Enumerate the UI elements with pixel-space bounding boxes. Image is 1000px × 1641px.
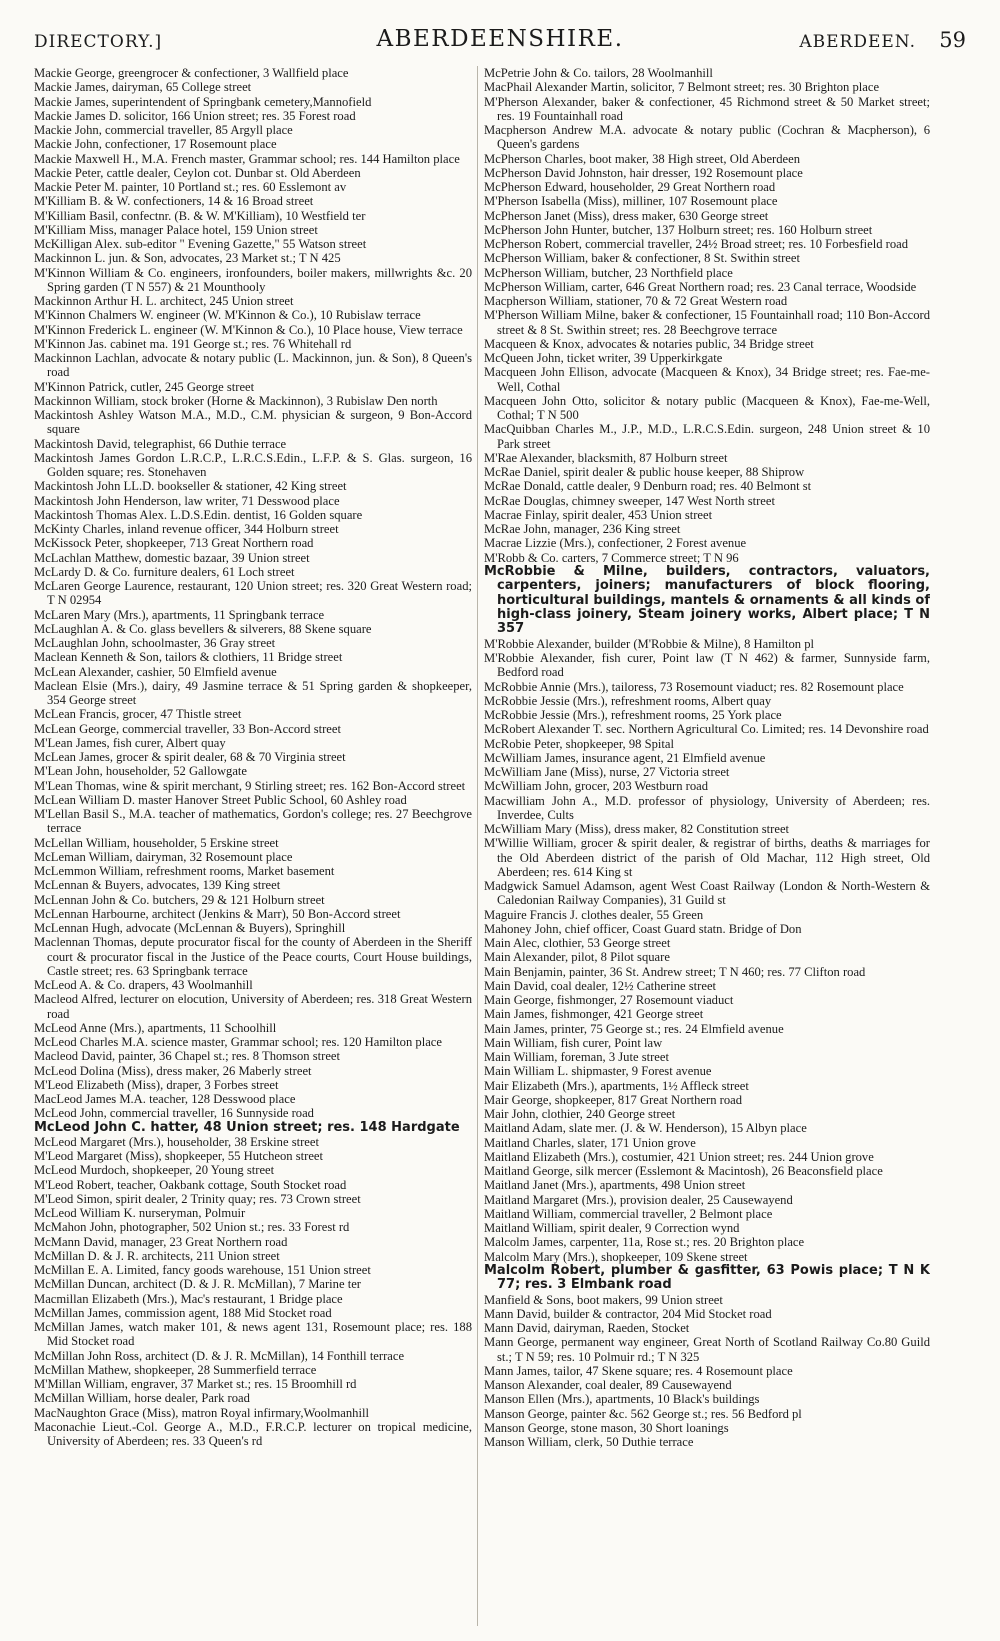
directory-entry: McRobbie Jessie (Mrs.), refreshment rooms, 25 York place <box>484 708 782 723</box>
directory-entry: McWilliam Mary (Miss), dress maker, 82 Constitution street <box>484 822 790 837</box>
column-divider <box>477 66 478 1626</box>
directory-entry: M'Lellan Basil S., M.A. teacher of mathematics, Gordon's college; res. 27 Beechgrove terrace <box>34 807 472 836</box>
directory-entry: McLachlan Matthew, domestic bazaar, 39 Union street <box>34 550 310 565</box>
directory-entry: Macleod Alfred, lecturer on elocution, University of Aberdeen; res. 318 Great Western road <box>34 992 472 1021</box>
directory-entry: Maitland Elizabeth (Mrs.), costumier, 421 Union street; res. 244 Union grove <box>484 1149 874 1164</box>
directory-entry: McLean George, commercial traveller, 33 Bon-Accord street <box>34 721 341 736</box>
directory-entry: McLean Francis, grocer, 47 Thistle street <box>34 707 242 722</box>
directory-entry: McMillan Mathew, shopkeeper, 28 Summerfield terrace <box>34 1362 317 1377</box>
directory-entry: Mair Elizabeth (Mrs.), apartments, 1½ Affleck street <box>484 1078 749 1093</box>
directory-entry: Maclean Elsie (Mrs.), dairy, 49 Jasmine terrace & 51 Spring garden & shopkeeper, 354 George street <box>34 678 472 707</box>
directory-entry: Maclennan Thomas, depute procurator fiscal for the county of Aberdeen in the Sheriff court & procurator fiscal in the Justice of the Peace courts, Court House buildings, Castle street; res. 63 Springbank terrace <box>34 935 472 978</box>
directory-entry: McPherson John Hunter, butcher, 137 Holburn street; res. 160 Holburn street <box>484 222 873 237</box>
directory-entry: Manfield & Sons, boot makers, 99 Union street <box>484 1292 723 1307</box>
directory-entry: M'Killiam Miss, manager Palace hotel, 159 Union street <box>34 222 318 237</box>
directory-entry: McLaughlan John, schoolmaster, 36 Gray street <box>34 636 276 650</box>
directory-entry: Maitland Margaret (Mrs.), provision dealer, 25 Causewayend <box>484 1192 793 1207</box>
directory-entry: McLellan William, householder, 5 Erskine street <box>34 835 279 850</box>
directory-entry: M'Robbie Alexander, fish curer, Point law (T N 462) & farmer, Sunnyside farm, Bedford road <box>484 651 930 680</box>
directory-entry: McLennan Harbourne, architect (Jenkins & Marr), 50 Bon-Accord street <box>34 906 401 921</box>
directory-entry: Manson Ellen (Mrs.), apartments, 10 Black's buildings <box>484 1392 760 1407</box>
directory-entry: M'Robb & Co. carters, 7 Commerce street; T N 96 <box>484 550 739 565</box>
directory-entry: McLennan Hugh, advocate (McLennan & Buyers), Springhill <box>34 921 346 935</box>
town-label: ABERDEEN. <box>799 32 916 52</box>
directory-entry: McRobbie & Milne, builders, contractors, valuators, carpenters, joiners; manufacturers of block flooring, horticultural buildings, mantels & ornaments & all kinds of high-class joinery, Steam joinery works, Albert place; T N 357 <box>484 563 930 637</box>
directory-entry: Maitland William, spirit dealer, 9 Correction wynd <box>484 1221 740 1236</box>
directory-entry: McLean William D. master Hanover Street Public School, 60 Ashley road <box>34 792 407 807</box>
directory-entry: Mackinnon L. jun. & Son, advocates, 23 Market st.; T N 425 <box>34 251 341 266</box>
directory-entry: McLeod Murdoch, shopkeeper, 20 Young street <box>34 1163 275 1178</box>
directory-entry: M'Pherson Alexander, baker & confectioner, 45 Richmond street & 50 Market street; res. 19 Fountainhall road <box>484 94 930 123</box>
directory-entry: Main David, coal dealer, 12½ Catherine street <box>484 978 717 993</box>
directory-entry: McMillan E. A. Limited, fancy goods warehouse, 151 Union street <box>34 1263 371 1278</box>
directory-entry: Main William, fish curer, Point law <box>484 1035 663 1050</box>
directory-entry: Maguire Francis J. clothes dealer, 55 Green <box>484 907 704 922</box>
directory-entry: Mackie George, greengrocer & confectioner, 3 Wallfield place <box>34 66 349 80</box>
directory-entry: Maconachie Lieut.-Col. George A., M.D., F.R.C.P. lecturer on tropical medicine, University of Aberdeen; res. 33 Queen's rd <box>34 1419 472 1449</box>
directory-entry: M'Killiam Basil, confectnr. (B. & W. M'Killiam), 10 Westfield ter <box>34 208 366 223</box>
directory-entry: McRobie Peter, shopkeeper, 98 Spital <box>484 736 674 751</box>
directory-entry: M'Lean John, householder, 52 Gallowgate <box>34 764 248 779</box>
left-column <box>34 66 472 1626</box>
directory-entry: McMillan John Ross, architect (D. & J. R. McMillan), 14 Fonthill terrace <box>34 1348 405 1363</box>
directory-entry: Maitland Charles, slater, 171 Union grove <box>484 1135 696 1150</box>
page-number: 59 <box>939 28 966 52</box>
directory-entry: Macleod David, painter, 36 Chapel st.; res. 8 Thomson street <box>34 1049 340 1064</box>
directory-entry: Mackie Peter M. painter, 10 Portland st.; res. 60 Esslemont av <box>34 180 347 194</box>
directory-entry: McRobert Alexander T. sec. Northern Agricultural Co. Limited; res. 14 Devonshire road <box>484 722 929 737</box>
directory-entry: Mair John, clothier, 240 George street <box>484 1107 676 1122</box>
directory-entry: McLeod Margaret (Mrs.), householder, 38 Erskine street <box>34 1134 319 1149</box>
directory-entry: McPherson Edward, householder, 29 Great Northern road <box>484 180 776 194</box>
directory-entry: Mackie John, commercial traveller, 85 Argyll place <box>34 123 293 137</box>
directory-entry: McLaren George Laurence, restaurant, 120 Union street; res. 320 Great Western road; T N 02954 <box>34 579 472 608</box>
directory-entry: Macpherson Andrew M.A. advocate & notary public (Cochran & Macpherson), 6 Queen's gardens <box>484 123 930 152</box>
directory-entry: McWilliam John, grocer, 203 Westburn road <box>484 779 709 794</box>
directory-entry: Maitland Janet (Mrs.), apartments, 498 Union street <box>484 1178 746 1193</box>
directory-entry: McRobbie Jessie (Mrs.), refreshment rooms, Albert quay <box>484 693 772 708</box>
directory-entry: Mackie James, dairyman, 65 College street <box>34 80 252 95</box>
directory-entry: Manson William, clerk, 50 Duthie terrace <box>484 1435 694 1450</box>
directory-entry: Maitland Adam, slate mer. (J. & W. Henderson), 15 Albyn place <box>484 1121 807 1136</box>
right-column <box>484 66 930 1626</box>
directory-entry: McLeod John, commercial traveller, 16 Sunnyside road <box>34 1106 314 1121</box>
directory-entry: Main Benjamin, painter, 36 St. Andrew street; T N 460; res. 77 Clifton road <box>484 964 866 979</box>
directory-entry: Mann David, builder & contractor, 204 Mid Stocket road <box>484 1306 772 1321</box>
directory-entry: M'Lean Thomas, wine & spirit merchant, 9 Stirling street; res. 162 Bon-Accord street <box>34 778 466 793</box>
directory-entry: Macrae Finlay, spirit dealer, 453 Union street <box>484 507 713 522</box>
directory-entry: Main William, foreman, 3 Jute street <box>484 1050 669 1065</box>
directory-entry: Manson Alexander, coal dealer, 89 Causewayend <box>484 1378 732 1393</box>
directory-entry: McWilliam James, insurance agent, 21 Elmfield avenue <box>484 750 766 765</box>
directory-entry: McLemmon William, refreshment rooms, Market basement <box>34 864 335 878</box>
directory-entry: Main Alexander, pilot, 8 Pilot square <box>484 950 670 965</box>
directory-entry: Macmillan Elizabeth (Mrs.), Mac's restaurant, 1 Bridge place <box>34 1291 343 1306</box>
directory-entry: Mahoney John, chief officer, Coast Guard statn. Bridge of Don <box>484 921 802 936</box>
directory-entry: MacPhail Alexander Martin, solicitor, 7 Belmont street; res. 30 Brighton place <box>484 80 880 95</box>
directory-entry: McLennan John & Co. butchers, 29 & 121 Holburn street <box>34 892 325 907</box>
directory-entry: McMillan D. & J. R. architects, 211 Union street <box>34 1248 280 1263</box>
directory-entry: Malcolm Mary (Mrs.), shopkeeper, 109 Skene street <box>484 1249 748 1264</box>
directory-entry: Mackintosh James Gordon L.R.C.P., L.R.C.S.Edin., L.F.P. & S. Glas. surgeon, 16 Golden square; res. Stonehaven <box>34 450 472 479</box>
directory-entry: Macrae Lizzie (Mrs.), confectioner, 2 Forest avenue <box>484 536 747 551</box>
directory-entry: MacQuibban Charles M., J.P., M.D., L.R.C.S.Edin. surgeon, 248 Union street & 10 Park street <box>484 422 930 451</box>
directory-entry: McPherson Charles, boot maker, 38 High street, Old Aberdeen <box>484 151 801 166</box>
directory-entry: Mackie John, confectioner, 17 Rosemount place <box>34 137 277 152</box>
directory-entry: M'Millan William, engraver, 37 Market st.; res. 15 Broomhill rd <box>34 1377 357 1392</box>
directory-entry: McLeod Dolina (Miss), dress maker, 26 Maberly street <box>34 1063 312 1078</box>
directory-entry: M'Kinnon Patrick, cutler, 245 George street <box>34 379 255 394</box>
directory-entry: Maitland William, commercial traveller, 2 Belmont place <box>484 1206 773 1221</box>
directory-entry: McLean James, grocer & spirit dealer, 68 & 70 Virginia street <box>34 750 346 764</box>
directory-entry: McKilligan Alex. sub-editor " Evening Gazette," 55 Watson street <box>34 237 367 251</box>
directory-entry: McMann David, manager, 23 Great Northern road <box>34 1234 288 1249</box>
directory-entry: M'Kinnon Frederick L. engineer (W. M'Kinnon & Co.), 10 Place house, View terrace <box>34 322 463 337</box>
directory-entry: McLeod A. & Co. drapers, 43 Woolmanhill <box>34 978 253 992</box>
directory-entry: McLaughlan A. & Co. glass bevellers & silverers, 88 Skene square <box>34 621 372 636</box>
directory-entry: McWilliam Jane (Miss), nurse, 27 Victoria street <box>484 765 730 780</box>
directory-entry: M'Leod Robert, teacher, Oakbank cottage, South Stocket road <box>34 1177 347 1192</box>
county-title: ABERDEENSHIRE. <box>376 26 624 52</box>
directory-entry: McLeod Charles M.A. science master, Grammar school; res. 120 Hamilton place <box>34 1035 442 1049</box>
directory-entry: McMahon John, photographer, 502 Union st.; res. 33 Forest rd <box>34 1220 350 1235</box>
directory-entry: Malcolm James, carpenter, 11a, Rose st.; res. 20 Brighton place <box>484 1235 805 1250</box>
directory-entry: M'Robbie Alexander, builder (M'Robbie & Milne), 8 Hamilton pl <box>484 636 815 651</box>
section-label: DIRECTORY.] <box>34 32 163 52</box>
directory-entry: McMillan William, horse dealer, Park road <box>34 1391 250 1406</box>
directory-entry: Manson George, stone mason, 30 Short loanings <box>484 1420 729 1435</box>
directory-entry: McPherson Janet (Miss), dress maker, 630 George street <box>484 208 769 223</box>
directory-entry: Madgwick Samuel Adamson, agent West Coast Railway (London & North-Western & Caledonian Railway Companies), 31 Guild st <box>484 879 930 908</box>
directory-entry: M'Leod Margaret (Miss), shopkeeper, 55 Hutcheon street <box>34 1149 324 1164</box>
directory-entry: M'Pherson William Milne, baker & confectioner, 15 Fountainhall road; 110 Bon-Accord street & 8 St. Swithin street; res. 28 Beechgrove terrace <box>484 308 930 337</box>
directory-entry: Mackie Maxwell H., M.A. French master, Grammar school; res. 144 Hamilton place <box>34 151 460 166</box>
directory-entry: Main Alec, clothier, 53 George street <box>484 936 671 951</box>
directory-entry: Mackintosh Thomas Alex. L.D.S.Edin. dentist, 16 Golden square <box>34 507 363 522</box>
directory-entry: M'Pherson Isabella (Miss), milliner, 107 Rosemount place <box>484 194 778 209</box>
directory-entry: McRobbie Annie (Mrs.), tailoress, 73 Rosemount viaduct; res. 82 Rosemount place <box>484 679 904 694</box>
directory-entry: Maitland George, silk mercer (Esslemont & Macintosh), 26 Beaconsfield place <box>484 1164 883 1179</box>
directory-entry: McPherson William, baker & confectioner, 8 St. Swithin street <box>484 251 800 266</box>
directory-entry: McLean Alexander, cashier, 50 Elmfield avenue <box>34 664 277 679</box>
directory-entry: M'Kinnon Chalmers W. engineer (W. M'Kinnon & Co.), 10 Rubislaw terrace <box>34 308 421 323</box>
directory-entry: Maclean Kenneth & Son, tailors & clothiers, 11 Bridge street <box>34 650 343 665</box>
directory-entry: M'Leod Simon, spirit dealer, 2 Trinity quay; res. 73 Crown street <box>34 1191 361 1206</box>
directory-entry: Mann David, dairyman, Raeden, Stocket <box>484 1321 690 1336</box>
directory-entry: McMillan Duncan, architect (D. & J. R. McMillan), 7 Marine ter <box>34 1277 362 1292</box>
directory-entry: McKinty Charles, inland revenue officer, 344 Holburn street <box>34 522 339 536</box>
directory-entry: MacNaughton Grace (Miss), matron Royal infirmary,Woolmanhill <box>34 1405 369 1420</box>
directory-entry: McLeod William K. nurseryman, Polmuir <box>34 1206 246 1221</box>
directory-entry: McKissock Peter, shopkeeper, 713 Great Northern road <box>34 536 314 551</box>
directory-entry: McMillan James, watch maker 101, & news agent 131, Rosemount place; res. 188 Mid Stocket road <box>34 1320 472 1349</box>
directory-entry: M'Willie William, grocer & spirit dealer, & registrar of births, deaths & marriages for the Old Aberdeen district of the parish of Old Machar, 112 High street, Old Aberdeen; res. 614 King st <box>484 836 930 879</box>
directory-entry: Macqueen & Knox, advocates & notaries public, 34 Bridge street <box>484 336 814 351</box>
directory-entry: Mair George, shopkeeper, 817 Great Northern road <box>484 1092 743 1107</box>
directory-entry: Macqueen John Otto, solicitor & notary public (Macqueen & Knox), Fae-me-Well, Cothal; T N 500 <box>484 393 930 422</box>
directory-entry: McLennan & Buyers, advocates, 139 King street <box>34 878 281 893</box>
directory-entry: Mackinnon Lachlan, advocate & notary public (L. Mackinnon, jun. & Son), 8 Queen's road <box>34 351 472 380</box>
directory-entry: Main William L. shipmaster, 9 Forest avenue <box>484 1064 712 1079</box>
directory-entry: Mann James, tailor, 47 Skene square; res. 4 Rosemount place <box>484 1363 793 1378</box>
directory-entry: McPherson Robert, commercial traveller, 24½ Broad street; res. 10 Forbesfield road <box>484 237 909 251</box>
directory-entry: McPherson William, carter, 646 Great Northern road; res. 23 Canal terrace, Woodside <box>484 279 917 294</box>
directory-entry: McRae John, manager, 236 King street <box>484 522 681 536</box>
directory-entry: McLeman William, dairyman, 32 Rosemount place <box>34 849 293 864</box>
directory-entry: Mackintosh David, telegraphist, 66 Duthie terrace <box>34 436 287 451</box>
directory-entry: MacLeod James M.A. teacher, 128 Desswood place <box>34 1092 296 1106</box>
directory-entry: McRae Douglas, chimney sweeper, 147 West North street <box>484 493 775 508</box>
directory-entry: McPherson William, butcher, 23 Northfield place <box>484 265 733 280</box>
directory-entry: Mackie Peter, cattle dealer, Ceylon cot. Dunbar st. Old Aberdeen <box>34 165 361 180</box>
page-header <box>34 22 966 58</box>
directory-entry: Mackintosh John LL.D. bookseller & stationer, 42 King street <box>34 479 347 494</box>
directory-entry: Mackintosh John Henderson, law writer, 71 Desswood place <box>34 493 340 508</box>
directory-entry: McPherson David Johnston, hair dresser, 192 Rosemount place <box>484 165 803 180</box>
directory-entry: McLardy D. & Co. furniture dealers, 61 Loch street <box>34 564 295 579</box>
directory-entry: M'Lean James, fish curer, Albert quay <box>34 735 226 750</box>
directory-entry: Macpherson William, stationer, 70 & 72 Great Western road <box>484 294 788 308</box>
directory-entry: Malcolm Robert, plumber & gasfitter, 63 Powis place; T N K 77; res. 3 Elmbank road <box>484 1262 930 1293</box>
directory-entry: Mackintosh Ashley Watson M.A., M.D., C.M. physician & surgeon, 9 Bon-Accord square <box>34 408 472 437</box>
directory-entry: Macwilliam John A., M.D. professor of physiology, University of Aberdeen; res. Inverdee, Cults <box>484 793 930 822</box>
directory-entry: Main James, fishmonger, 421 George street <box>484 1007 704 1022</box>
directory-entry: McPetrie John & Co. tailors, 28 Woolmanhill <box>484 66 713 80</box>
directory-entry: McLeod John C. hatter, 48 Union street; res. 148 Hardgate <box>34 1119 460 1135</box>
directory-entry: McLeod Anne (Mrs.), apartments, 11 Schoolhill <box>34 1020 277 1035</box>
directory-entry: Mackinnon William, stock broker (Horne & Mackinnon), 3 Rubislaw Den north <box>34 393 438 408</box>
directory-entry: Main James, printer, 75 George st.; res. 24 Elmfield avenue <box>484 1021 784 1036</box>
directory-entry: Macqueen John Ellison, advocate (Macqueen & Knox), 34 Bridge street; res. Fae-me-Well, Cothal <box>484 365 930 394</box>
directory-entry: Mackinnon Arthur H. L. architect, 245 Union street <box>34 294 294 308</box>
directory-entry: M'Kinnon Jas. cabinet ma. 191 George st.; res. 76 Whitehall rd <box>34 336 352 351</box>
directory-entry: McQueen John, ticket writer, 39 Upperkirkgate <box>484 351 723 365</box>
directory-entry: McRae Daniel, spirit dealer & public house keeper, 88 Shiprow <box>484 465 805 479</box>
directory-entry: M'Killiam B. & W. confectioners, 14 & 16 Broad street <box>34 194 314 209</box>
directory-entry: McLaren Mary (Mrs.), apartments, 11 Springbank terrace <box>34 607 325 622</box>
directory-entry: Mann George, permanent way engineer, Great North of Scotland Railway Co.80 Guild st.; T N 59; res. 10 Polmuir rd.; T N 325 <box>484 1335 930 1364</box>
directory-entry: Main George, fishmonger, 27 Rosemount viaduct <box>484 993 734 1008</box>
directory-entry: Mackie James, superintendent of Springbank cemetery,Mannofield <box>34 94 372 109</box>
directory-entry: McMillan James, commission agent, 188 Mid Stocket road <box>34 1305 332 1320</box>
directory-entry: M'Leod Elizabeth (Miss), draper, 3 Forbes street <box>34 1077 279 1092</box>
directory-entry: Manson George, painter &c. 562 George st.; res. 56 Bedford pl <box>484 1406 802 1421</box>
directory-entry: M'Kinnon William & Co. engineers, ironfounders, boiler makers, millwrights &c. 20 Spring garden (T N 557) & 21 Mounthooly <box>34 265 472 294</box>
directory-entry: McRae Donald, cattle dealer, 9 Denburn road; res. 40 Belmont st <box>484 479 812 494</box>
directory-entry: M'Rae Alexander, blacksmith, 87 Holburn street <box>484 450 728 465</box>
directory-entry: Mackie James D. solicitor, 166 Union street; res. 35 Forest road <box>34 108 356 123</box>
